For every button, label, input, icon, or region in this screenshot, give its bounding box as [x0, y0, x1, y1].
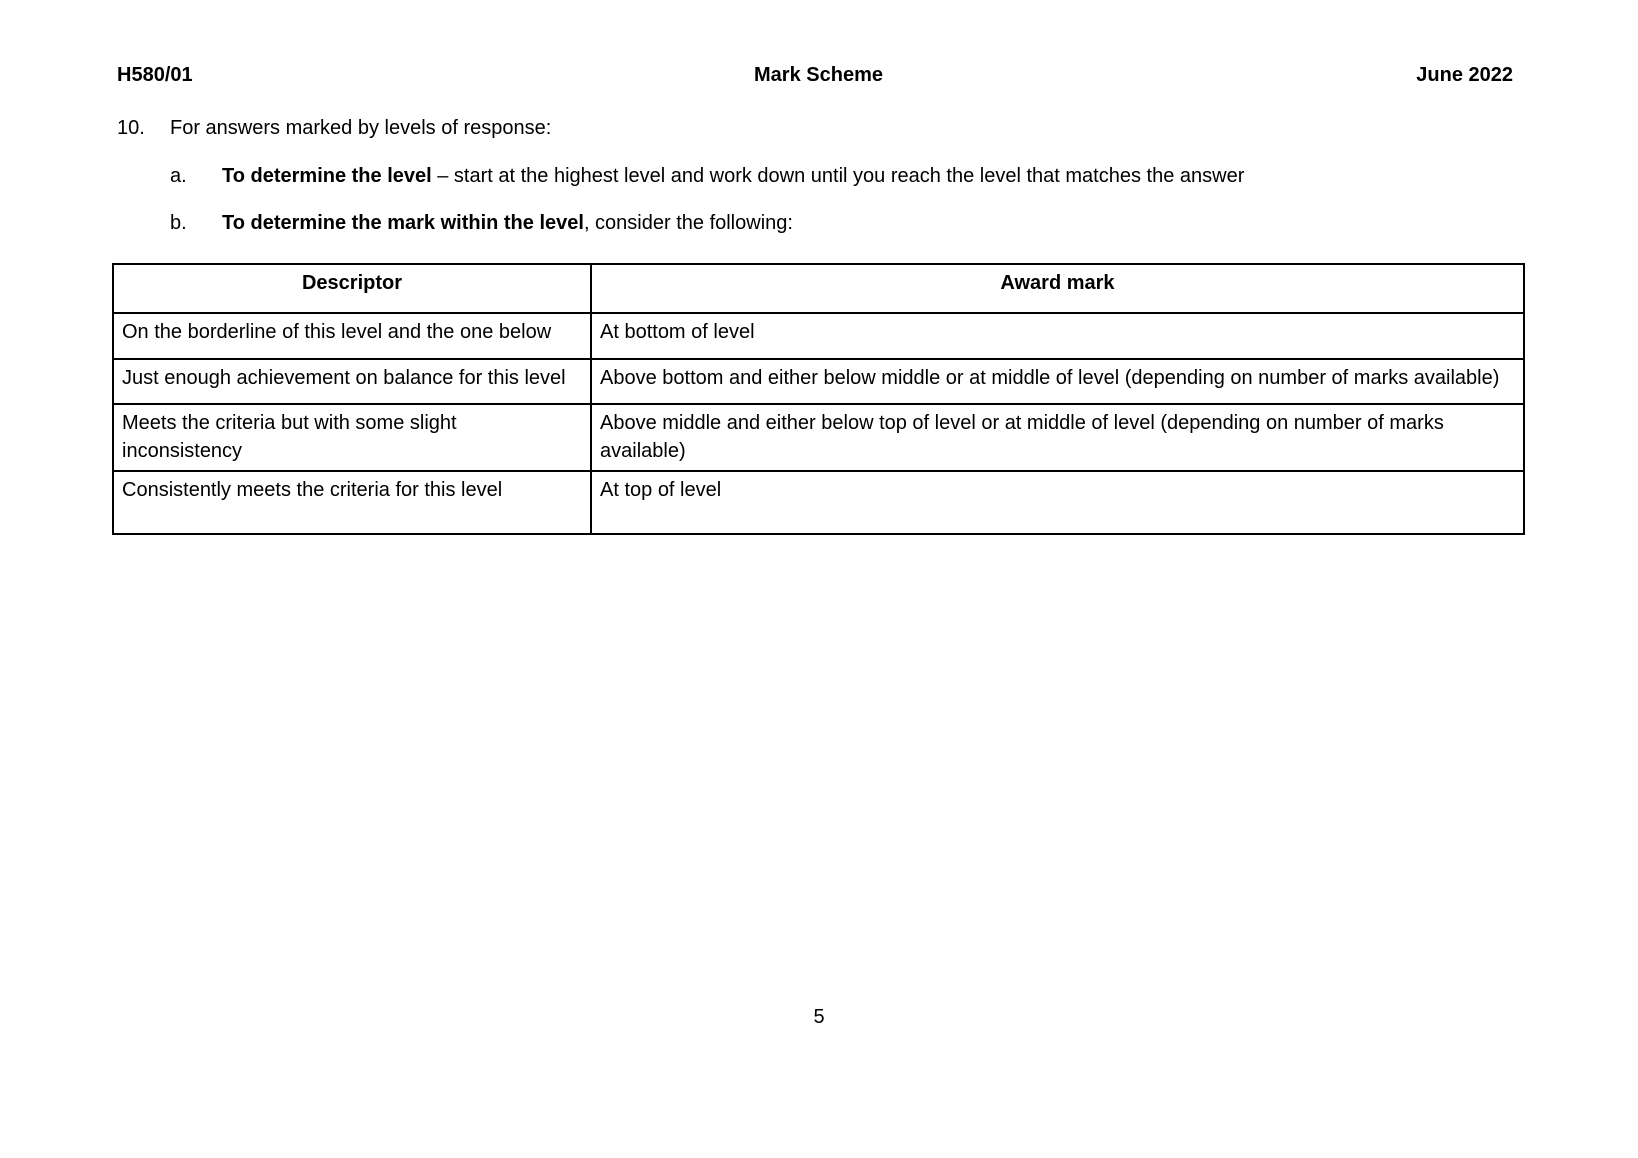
- page-number: 5: [813, 1006, 825, 1028]
- item-number: 10.: [117, 117, 145, 139]
- column-header-award-mark: Award mark: [591, 264, 1524, 313]
- table-row: [113, 471, 1524, 534]
- award-mark-cell: At top of level: [591, 471, 1524, 534]
- sub-item-rest-text: , consider the following:: [583, 212, 793, 234]
- item-text: For answers marked by levels of response:: [170, 117, 552, 139]
- sub-item-b: [170, 209, 793, 237]
- table-header-row: [113, 264, 1524, 313]
- numbered-item-10: [117, 114, 551, 142]
- sub-item-bold-text: To determine the level: [222, 165, 432, 187]
- descriptor-cell: Consistently meets the criteria for this level: [113, 471, 591, 534]
- sub-item-text: [222, 212, 793, 234]
- doc-code: H580/01: [117, 64, 193, 86]
- column-header-descriptor: Descriptor: [113, 264, 591, 313]
- award-mark-cell: Above bottom and either below middle or at middle of level (depending on number of marks available): [591, 359, 1524, 404]
- sub-item-bold-text: To determine the mark within the level: [222, 212, 584, 234]
- descriptor-cell: On the borderline of this level and the one below: [113, 313, 591, 359]
- sub-item-label: a.: [170, 165, 187, 187]
- table-row: [113, 359, 1524, 404]
- sub-item-rest-text: – start at the highest level and work down until you reach the level that matches the answer: [431, 165, 1245, 187]
- sub-item-text: [222, 165, 1244, 187]
- descriptor-cell: Meets the criteria but with some slight inconsistency: [113, 404, 591, 471]
- mark-scheme-table: [112, 263, 1525, 535]
- descriptor-cell: Just enough achievement on balance for this level: [113, 359, 591, 404]
- table-row: [113, 313, 1524, 359]
- table-row: [113, 404, 1524, 471]
- doc-title: Mark Scheme: [754, 64, 883, 86]
- page-header: [112, 62, 1525, 88]
- award-mark-cell: Above middle and either below top of level or at middle of level (depending on number of marks available): [591, 404, 1524, 471]
- sub-item-label: b.: [170, 212, 187, 234]
- sub-item-a: [170, 162, 1244, 190]
- doc-date: June 2022: [1416, 64, 1513, 86]
- award-mark-cell: At bottom of level: [591, 313, 1524, 359]
